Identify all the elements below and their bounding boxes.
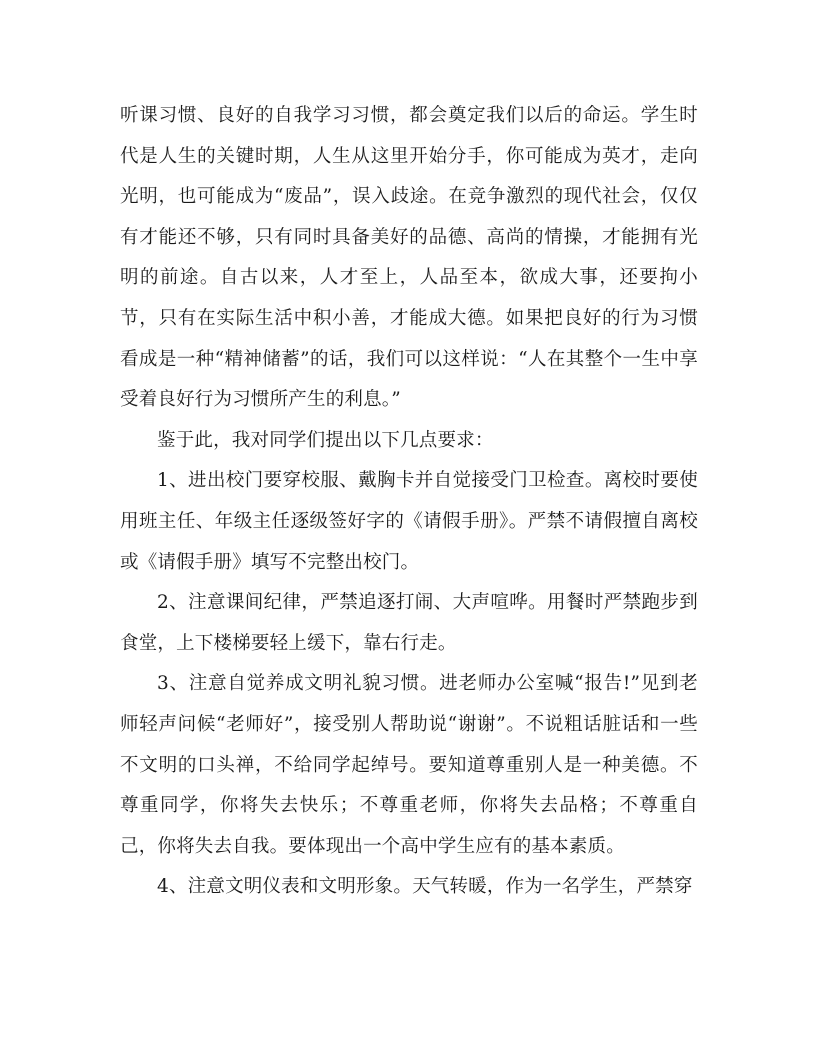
paragraph-requirements-intro: 鉴于此，我对同学们提出以下几点要求： [157, 429, 494, 451]
paragraph-requirement-4: 4、注意文明仪表和文明形象。天气转暖，作为一名学生，严禁穿 [157, 876, 693, 898]
paragraph-requirement-2: 2、注意课间纪律，严禁追逐打闹、大声喧哗。用餐时严禁跑步到食堂，上下楼梯要轻上缓下，靠右行走。 [120, 592, 698, 654]
paragraph-continuation: 听课习惯、良好的自我学习习惯，都会奠定我们以后的命运。学生时代是人生的关键时期，人生从这里开始分手，你可能成为英才，走向光明，也可能成为“废品”，误入歧途。在竞争激烈的现代社会，仅仅有才能还不够，只有同时具备美好的品德、高尚的情操，才能拥有光明的前途。自古以来，人才至上，人品至本，欲成大事，还要拘小节，只有在实际生活中积小善，才能成大德。如果把良好的行为习惯看成是一种“精神储蓄”的话，我们可以这样说：“人在其整个一生中享受着良好行为习惯所产生的利息。” [120, 105, 698, 411]
paragraph-requirement-1: 1、进出校门要穿校服、戴胸卡并自觉接受门卫检查。离校时要使用班主任、年级主任逐级签好字的《请假手册》。严禁不请假擅自离校或《请假手册》填写不完整出校门。 [120, 470, 698, 573]
document-body [120, 96, 698, 908]
paragraph-requirement-3: 3、注意自觉养成文明礼貌习惯。进老师办公室喊“报告!”见到老师轻声问候“老师好”，接受别人帮助说“谢谢”。不说粗话脏话和一些不文明的口头禅，不给同学起绰号。要知道尊重别人是一种美德。不尊重同学，你将失去快乐；不尊重老师，你将失去品格；不尊重自己，你将失去自我。要体现出一个高中学生应有的基本素质。 [120, 673, 698, 857]
